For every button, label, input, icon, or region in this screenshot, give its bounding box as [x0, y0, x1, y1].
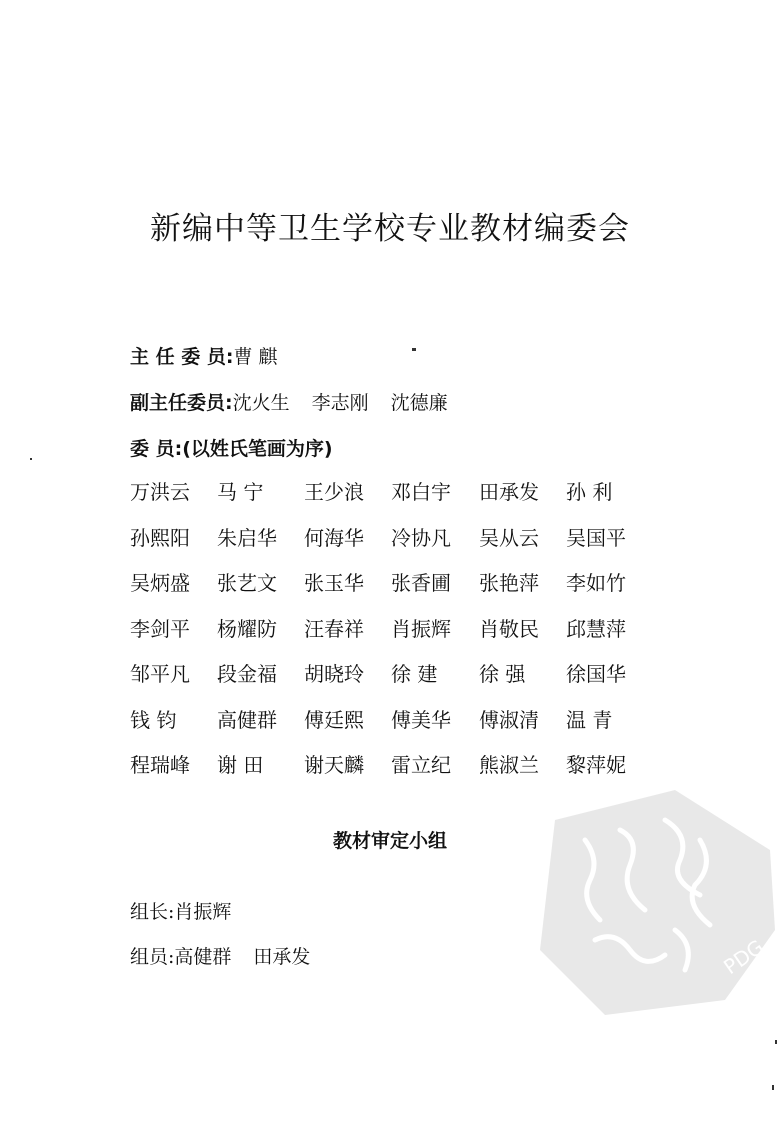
- member-name: 张艳萍: [479, 571, 539, 595]
- member-name: 王少浪: [304, 480, 364, 504]
- member-name: 万洪云: [130, 480, 190, 504]
- director-row: [130, 342, 300, 369]
- review-group-title: 教材审定小组: [332, 830, 447, 852]
- stamp-label: PDG: [719, 934, 769, 980]
- vice-director-name: 沈德廉: [390, 392, 448, 414]
- member-name: 高健群: [217, 708, 277, 732]
- member-name: 徐 强: [479, 662, 526, 686]
- group-member-name: 高健群: [174, 946, 232, 968]
- member-name: 朱启华: [217, 526, 277, 550]
- member-name: 黎萍妮: [566, 753, 626, 777]
- member-name: 雷立纪: [391, 753, 451, 777]
- member-name: 吴国平: [566, 526, 626, 550]
- group-member-name: 田承发: [253, 946, 311, 968]
- member-name: 傅廷熙: [304, 708, 364, 732]
- member-name: 张艺文: [217, 571, 277, 595]
- member-name: 邱慧萍: [566, 617, 626, 641]
- member-name: 程瑞峰: [130, 753, 190, 777]
- member-name: 孙熙阳: [130, 526, 190, 550]
- director-name: 曹 麒: [233, 346, 278, 368]
- member-name: 田承发: [479, 480, 539, 504]
- member-name: 谢 田: [217, 753, 264, 777]
- stamp-shape: [540, 790, 775, 1015]
- member-name: 张玉华: [304, 571, 364, 595]
- member-name: 张香圃: [391, 571, 451, 595]
- member-name: 傅淑清: [479, 708, 539, 732]
- member-name: 邓白宇: [391, 480, 451, 504]
- watermark-stamp: [525, 780, 780, 1020]
- member-name: 段金福: [217, 662, 277, 686]
- member-name: 傅美华: [391, 708, 451, 732]
- member-name: 胡晓玲: [304, 662, 364, 686]
- member-name: 徐 建: [391, 662, 438, 686]
- member-name: 肖振辉: [391, 617, 451, 641]
- vice-director-row: [130, 388, 470, 415]
- member-name: 肖敬民: [479, 617, 539, 641]
- vice-director-name: 李志刚: [311, 392, 369, 414]
- review-group-members-row: [130, 942, 310, 969]
- speck: [412, 348, 416, 351]
- member-name: 杨耀防: [217, 617, 277, 641]
- director-label: 主 任 委 员:: [130, 346, 234, 368]
- member-name: 温 青: [566, 708, 613, 732]
- leader-name: 肖振辉: [174, 901, 232, 923]
- director-names: [233, 342, 299, 369]
- member-name: 李如竹: [566, 571, 626, 595]
- members-order-note: (以姓氏笔画为序): [182, 438, 333, 460]
- leader-label: 组长:: [130, 901, 175, 923]
- speck: [30, 458, 32, 460]
- member-name: 何海华: [304, 526, 364, 550]
- vice-director-name: 沈火生: [232, 392, 290, 414]
- vice-director-label: 副主任委员:: [130, 392, 233, 414]
- member-name: 钱 钧: [130, 708, 177, 732]
- members-label: 委 员:: [130, 438, 183, 460]
- speck: [772, 1085, 774, 1090]
- members-header-row: [130, 434, 333, 461]
- member-name: 冷协凡: [391, 526, 451, 550]
- member-name: 孙 利: [566, 480, 613, 504]
- member-name: 吴炳盛: [130, 571, 190, 595]
- member-name: 邹平凡: [130, 662, 190, 686]
- member-name: 李剑平: [130, 617, 190, 641]
- member-name: 徐国华: [566, 662, 626, 686]
- member-name: 熊淑兰: [479, 753, 539, 777]
- review-group-leader-row: [130, 897, 231, 924]
- member-name: 马 宁: [217, 480, 264, 504]
- vice-director-names: [233, 388, 470, 415]
- speck: [775, 1040, 777, 1044]
- member-name: 吴从云: [479, 526, 539, 550]
- member-name: 汪春祥: [304, 617, 364, 641]
- member-name: 谢天麟: [304, 753, 364, 777]
- group-members-label: 组员:: [130, 946, 175, 968]
- page-title: 新编中等卫生学校专业教材编委会: [150, 211, 630, 247]
